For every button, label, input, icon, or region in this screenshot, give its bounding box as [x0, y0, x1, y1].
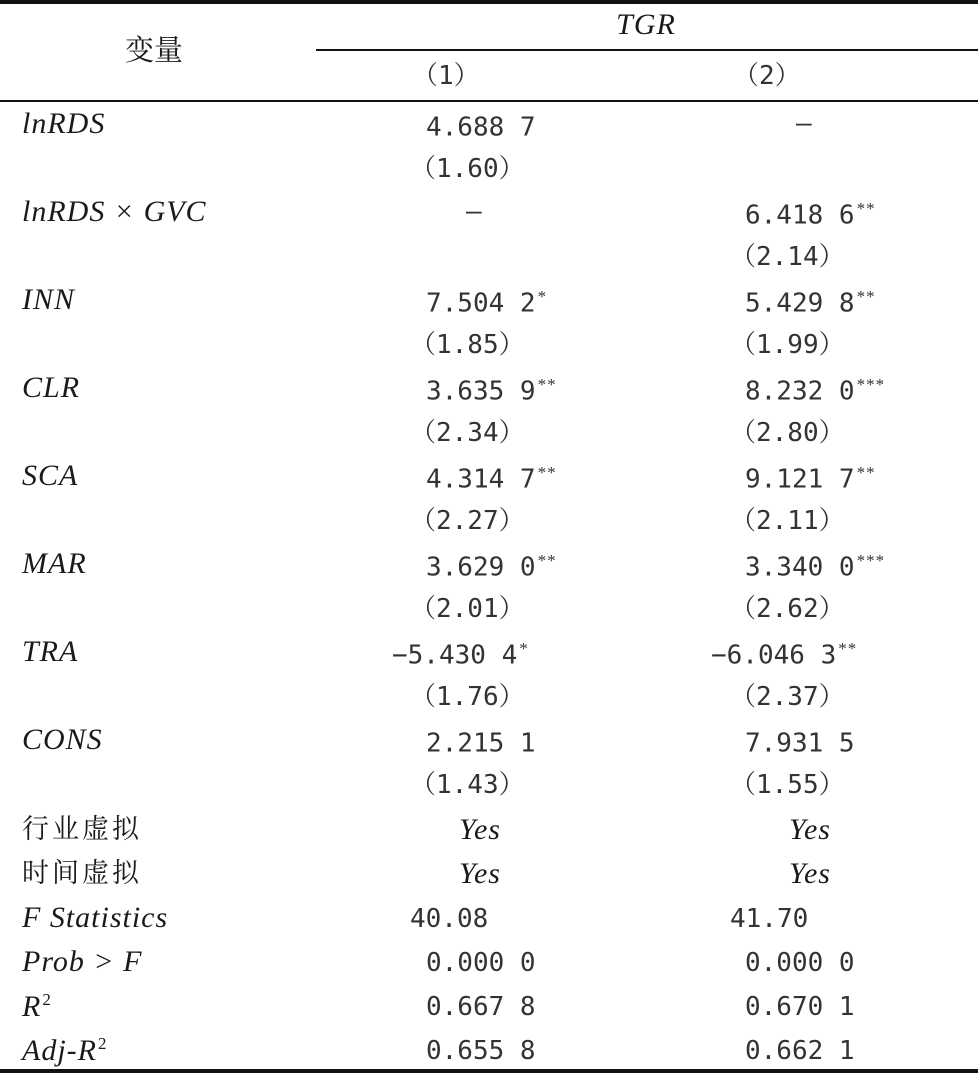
- coef-cell: 3.635 9 **: [426, 375, 557, 407]
- effect-cell: Yes: [789, 857, 831, 890]
- row-label: MAR: [22, 547, 87, 580]
- row-label: lnRDS: [22, 107, 106, 140]
- coef-cell: 9.121 7 **: [745, 463, 876, 495]
- bottom-rule: [0, 1069, 978, 1073]
- coef-cell: —: [466, 196, 482, 227]
- stat-cell: 41.70: [730, 904, 809, 934]
- dependent-variable-header: TGR: [616, 8, 676, 41]
- tstat-cell: （2.37）: [730, 682, 845, 712]
- tstat-cell: （1.60）: [410, 154, 525, 184]
- column-header-2: （2）: [733, 61, 801, 91]
- row-label: TRA: [22, 635, 79, 668]
- tstat-cell: （2.27）: [410, 506, 525, 536]
- header-rule: [0, 100, 978, 102]
- top-rule: [0, 0, 978, 4]
- coef-cell: 3.340 0 ***: [745, 551, 886, 583]
- row-label: SCA: [22, 459, 79, 492]
- tstat-cell: （2.80）: [730, 418, 845, 448]
- row-label: CONS: [22, 723, 103, 756]
- header-subrule: [316, 49, 978, 51]
- coef-cell: 8.232 0 ***: [745, 375, 886, 407]
- coef-cell: 7.504 2 *: [426, 287, 548, 319]
- stat-cell: 0.000 0: [745, 948, 855, 978]
- coef-cell: 5.429 8 **: [745, 287, 876, 319]
- stat-cell: 0.000 0: [426, 948, 536, 978]
- effect-cell: Yes: [459, 857, 501, 890]
- column-header-1: （1）: [412, 61, 480, 91]
- tstat-cell: （1.76）: [410, 682, 525, 712]
- coef-cell: −6.046 3 **: [711, 639, 858, 671]
- tstat-cell: （2.34）: [410, 418, 525, 448]
- tstat-cell: （2.62）: [730, 594, 845, 624]
- stat-cell: 0.655 8: [426, 1036, 536, 1066]
- tstat-cell: （1.43）: [410, 770, 525, 800]
- row-label: lnRDS × GVC: [22, 195, 207, 228]
- coef-cell: 4.688 7: [426, 112, 536, 143]
- tstat-cell: （2.11）: [730, 506, 845, 536]
- coef-cell: 4.314 7 **: [426, 463, 557, 495]
- row-label: Adj-$R^2$: [22, 1034, 108, 1067]
- row-label: F Statistics: [22, 901, 169, 934]
- effect-cell: Yes: [789, 813, 831, 846]
- stat-cell: 0.667 8: [426, 992, 536, 1022]
- row-label: $R^2$: [22, 990, 52, 1023]
- row-label: 时间虚拟: [22, 858, 142, 889]
- coef-cell: —: [796, 108, 812, 139]
- row-label: INN: [22, 283, 76, 316]
- coef-cell: 7.931 5: [745, 728, 855, 759]
- stat-cell: 0.662 1: [745, 1036, 855, 1066]
- effect-cell: Yes: [459, 813, 501, 846]
- tstat-cell: （2.14）: [730, 242, 845, 272]
- variable-header: 变量: [125, 33, 184, 67]
- coef-cell: −5.430 4 *: [392, 639, 529, 671]
- stat-cell: 40.08: [410, 904, 489, 934]
- coef-cell: 2.215 1: [426, 728, 536, 759]
- tstat-cell: （2.01）: [410, 594, 525, 624]
- row-label: 行业虚拟: [22, 814, 142, 845]
- stat-cell: 0.670 1: [745, 992, 855, 1022]
- coef-cell: 3.629 0 **: [426, 551, 557, 583]
- row-label: Prob > F: [22, 945, 143, 978]
- coef-cell: 6.418 6 **: [745, 199, 876, 231]
- tstat-cell: （1.55）: [730, 770, 845, 800]
- tstat-cell: （1.99）: [730, 330, 845, 360]
- row-label: CLR: [22, 371, 81, 404]
- tstat-cell: （1.85）: [410, 330, 525, 360]
